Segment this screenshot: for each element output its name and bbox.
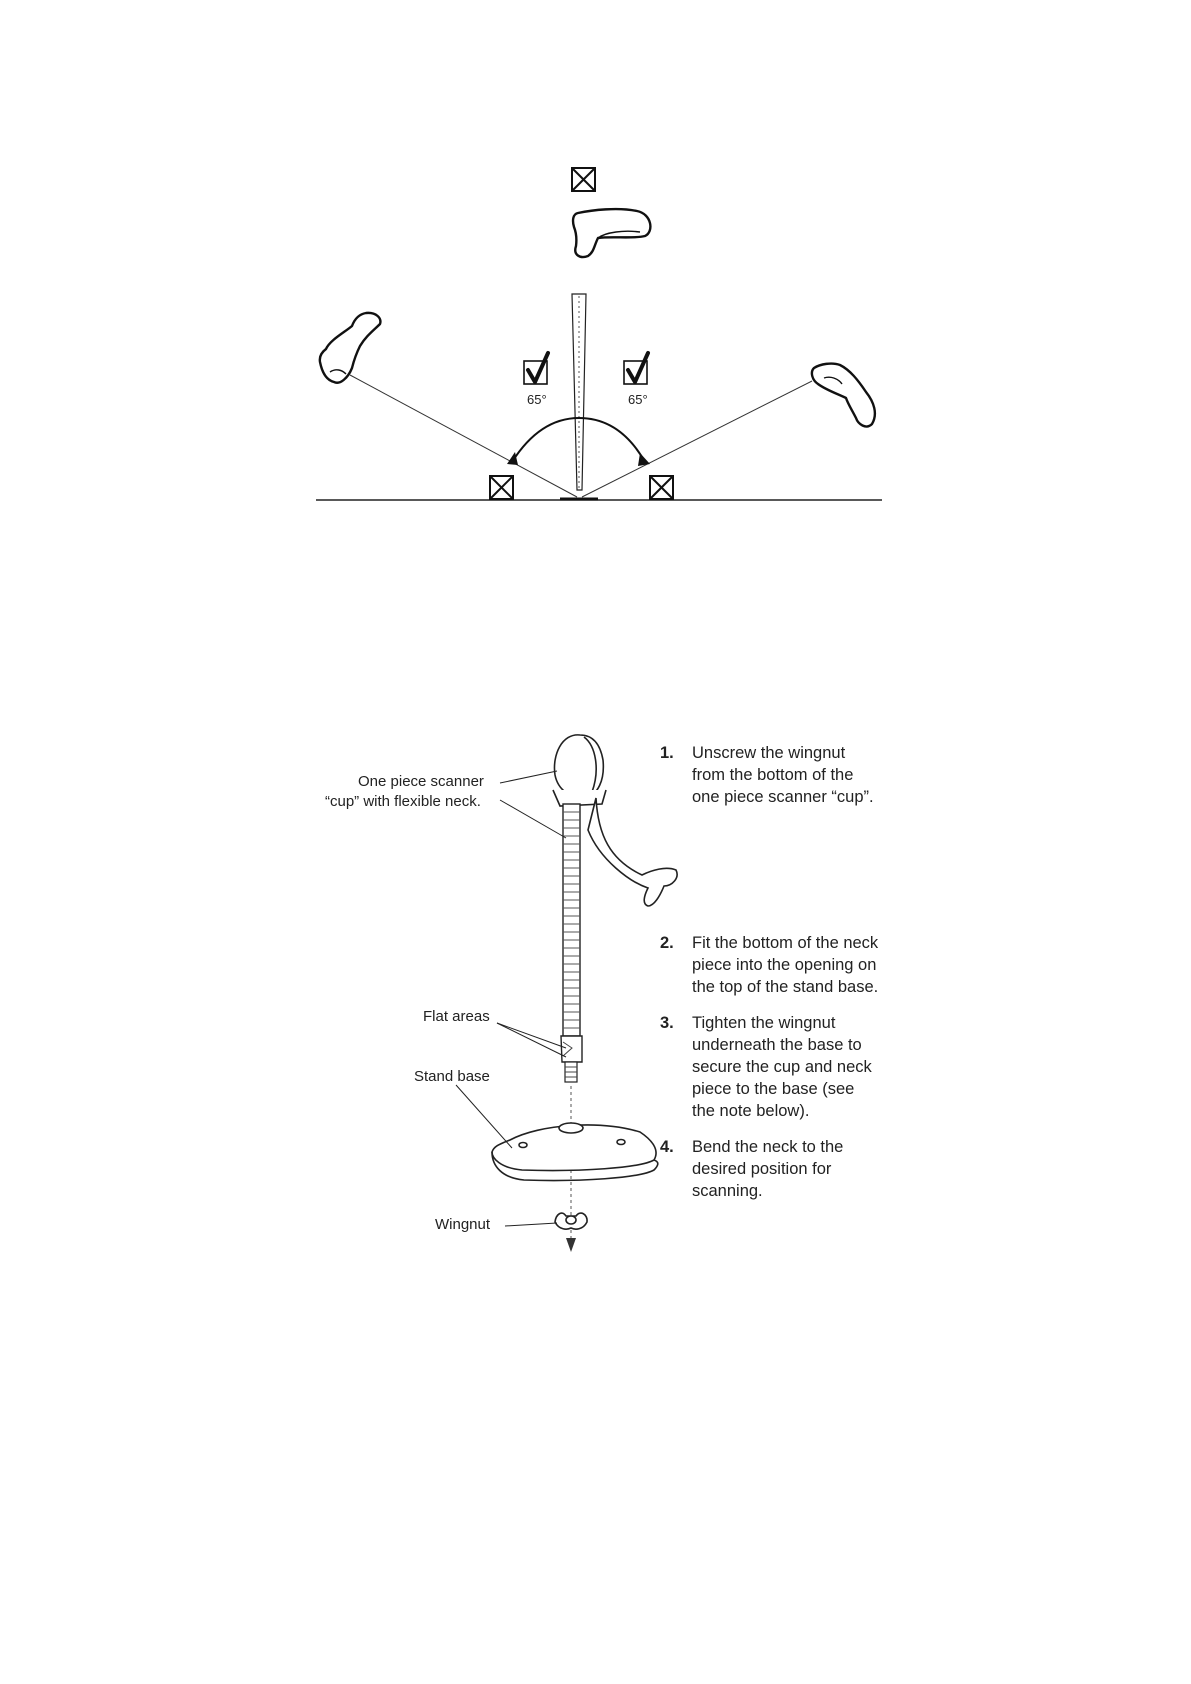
leader-cup: [500, 771, 557, 783]
label-stand-base: Stand base: [414, 1068, 490, 1085]
angle-label-right: 65°: [628, 392, 648, 407]
leader-flat-2: [497, 1023, 566, 1057]
label-cup-line1: One piece scanner: [358, 773, 484, 790]
step-line: from the bottom of the: [692, 766, 854, 784]
step-line: Tighten the wingnut: [692, 1014, 836, 1032]
step-line: piece to the base (see: [692, 1080, 855, 1098]
leader-neck: [500, 800, 566, 838]
step-line: Unscrew the wingnut: [692, 744, 846, 762]
step-line: desired position for: [692, 1160, 832, 1178]
leader-flat-1: [497, 1023, 566, 1048]
leader-base: [456, 1085, 512, 1148]
step-line: scanning.: [692, 1182, 763, 1200]
step-line: Bend the neck to the: [692, 1138, 844, 1156]
label-cup-line2: “cup” with flexible neck.: [325, 793, 481, 810]
step-line: the note below).: [692, 1102, 810, 1120]
wingnut: [555, 1213, 587, 1229]
step-number: 3.: [660, 1014, 674, 1032]
step-line: secure the cup and neck: [692, 1058, 872, 1076]
step-line: Fit the bottom of the neck: [692, 934, 879, 952]
step-number: 2.: [660, 934, 674, 952]
step-number: 1.: [660, 744, 674, 762]
angle-label-left: 65°: [527, 392, 547, 407]
step-line: piece into the opening on: [692, 956, 877, 974]
step-line: one piece scanner “cup”.: [692, 788, 874, 806]
step-number: 4.: [660, 1138, 674, 1156]
stand-base: [492, 1123, 658, 1181]
label-flat-areas: Flat areas: [423, 1008, 490, 1025]
flexible-neck: [561, 804, 582, 1082]
step-line: underneath the base to: [692, 1036, 862, 1054]
leader-wingnut: [505, 1223, 557, 1226]
step-line: the top of the stand base.: [692, 978, 879, 996]
label-wingnut: Wingnut: [435, 1216, 491, 1233]
